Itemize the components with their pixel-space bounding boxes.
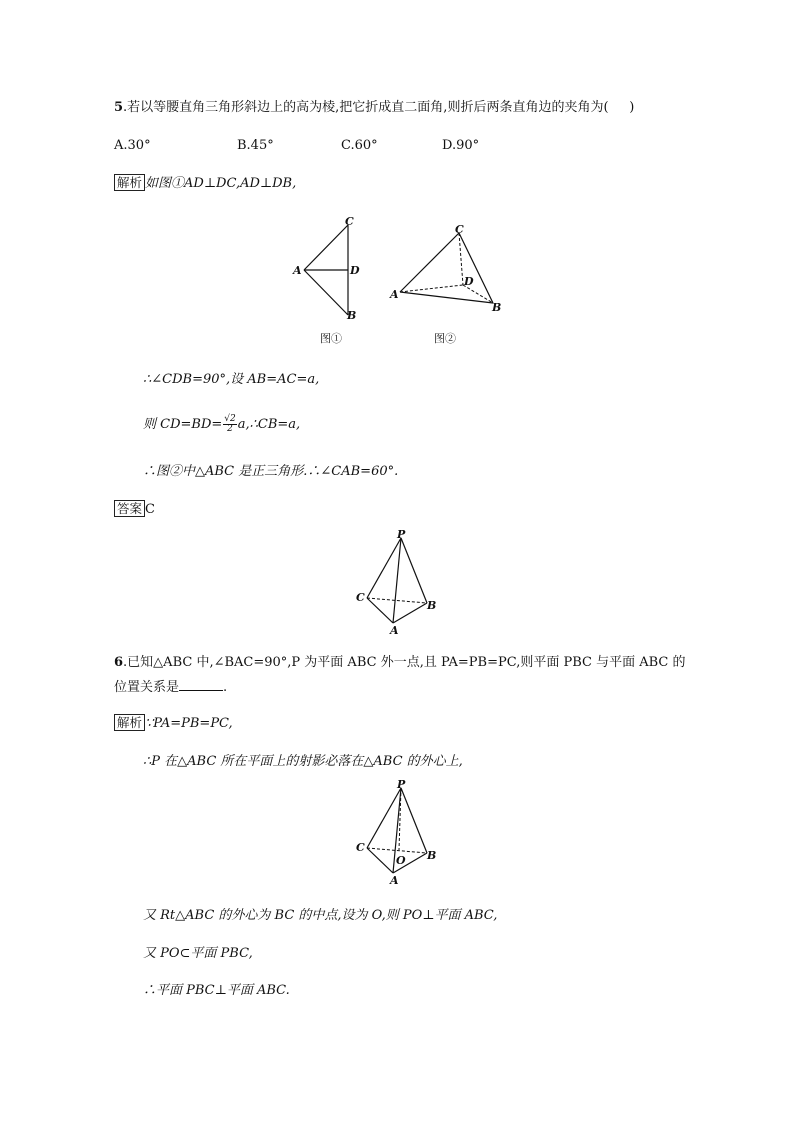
q5-step2-prefix: 则 CD=BD= xyxy=(143,417,223,432)
q5-option-b: B.45° xyxy=(237,138,274,153)
fig2-label-b: B xyxy=(492,301,502,314)
fig1-label-c: C xyxy=(345,215,354,228)
q5-option-d: D.90° xyxy=(442,138,480,153)
q6-figure-1 xyxy=(350,528,450,643)
q5-analysis-line1: 如图①AD⊥DC,AD⊥DB, xyxy=(145,176,297,191)
q5-step2-num: √2 xyxy=(224,414,236,424)
fig1-label-a: A xyxy=(293,264,302,277)
q5-step2-fraction xyxy=(223,415,236,434)
q6-analysis-label: 解析 xyxy=(114,714,145,731)
q5-option-a: A.30° xyxy=(114,138,151,153)
q6-analysis-line1: ∵PA=PB=PC, xyxy=(145,716,233,731)
fig2-label-d: D xyxy=(464,275,474,288)
q6-analysis xyxy=(114,715,233,732)
q6-step1: ∴P 在△ABC 所在平面上的射影必落在△ABC 的外心上, xyxy=(143,754,463,769)
q6-stem-end: . xyxy=(223,680,228,695)
q6-stem-text: .已知△ABC 中,∠BAC=90°,P 为平面 ABC 外一点,且 PA=PB=PC,则平面 PBC 与平面 ABC 的 xyxy=(123,655,686,670)
q5-answer xyxy=(114,501,155,518)
q6-step2: 又 Rt△ABC 的外心为 BC 的中点,设为 O,则 PO⊥平面 ABC, xyxy=(143,908,498,923)
q5-step3: ∴图②中△ABC 是正三角形.∴∠CAB=60°. xyxy=(143,464,399,479)
q5-option-c: C.60° xyxy=(341,138,378,153)
fig2-label-c: C xyxy=(455,223,464,236)
fig3-label-a: A xyxy=(390,624,399,637)
q5-step2-suffix: a,∴CB=a, xyxy=(237,417,301,432)
q5-analysis-label: 解析 xyxy=(114,174,145,191)
fig2-caption: 图② xyxy=(434,332,456,345)
q6-answer-blank xyxy=(179,678,223,691)
q6-step3: 又 PO⊂平面 PBC, xyxy=(143,946,253,961)
q6-stem-line2 xyxy=(114,678,227,696)
fig4-label-a: A xyxy=(390,874,399,887)
fig4-label-o: O xyxy=(396,854,406,867)
q6-figure-2 xyxy=(350,778,450,893)
q6-stem-line2-text: 位置关系是 xyxy=(114,680,180,695)
fig3-label-c: C xyxy=(356,591,365,604)
fig3-label-p: P xyxy=(397,528,406,541)
fig1-label-b: B xyxy=(347,309,357,322)
q5-step2-den: 2 xyxy=(227,424,233,434)
fig4-label-b: B xyxy=(427,849,437,862)
q5-step1: ∴∠CDB=90°,设 AB=AC=a, xyxy=(143,372,320,387)
fig2-label-a: A xyxy=(390,288,399,301)
fig3-label-b: B xyxy=(427,599,437,612)
q5-answer-label: 答案 xyxy=(114,500,145,517)
q5-answer-value: C xyxy=(145,502,155,517)
q5-stem-text: .若以等腰直角三角形斜边上的高为棱,把它折成直二面角,则折后两条直角边的夹角为( xyxy=(123,100,609,115)
q5-analysis xyxy=(114,175,296,192)
q6-step4: ∴平面 PBC⊥平面 ABC. xyxy=(143,983,290,998)
q5-figure-2 xyxy=(388,222,508,347)
q5-figure-1 xyxy=(288,212,368,347)
fig4-label-c: C xyxy=(356,841,365,854)
q5-step2 xyxy=(143,414,300,436)
fig1-caption: 图① xyxy=(320,332,342,345)
q5-number: 5 xyxy=(114,100,124,115)
q5-stem xyxy=(114,100,634,116)
fig1-label-d: D xyxy=(350,264,360,277)
q6-number: 6 xyxy=(114,655,124,670)
fig4-label-p: P xyxy=(397,778,406,791)
q6-stem-line1 xyxy=(114,655,686,671)
q5-paren-close: ) xyxy=(629,100,635,115)
